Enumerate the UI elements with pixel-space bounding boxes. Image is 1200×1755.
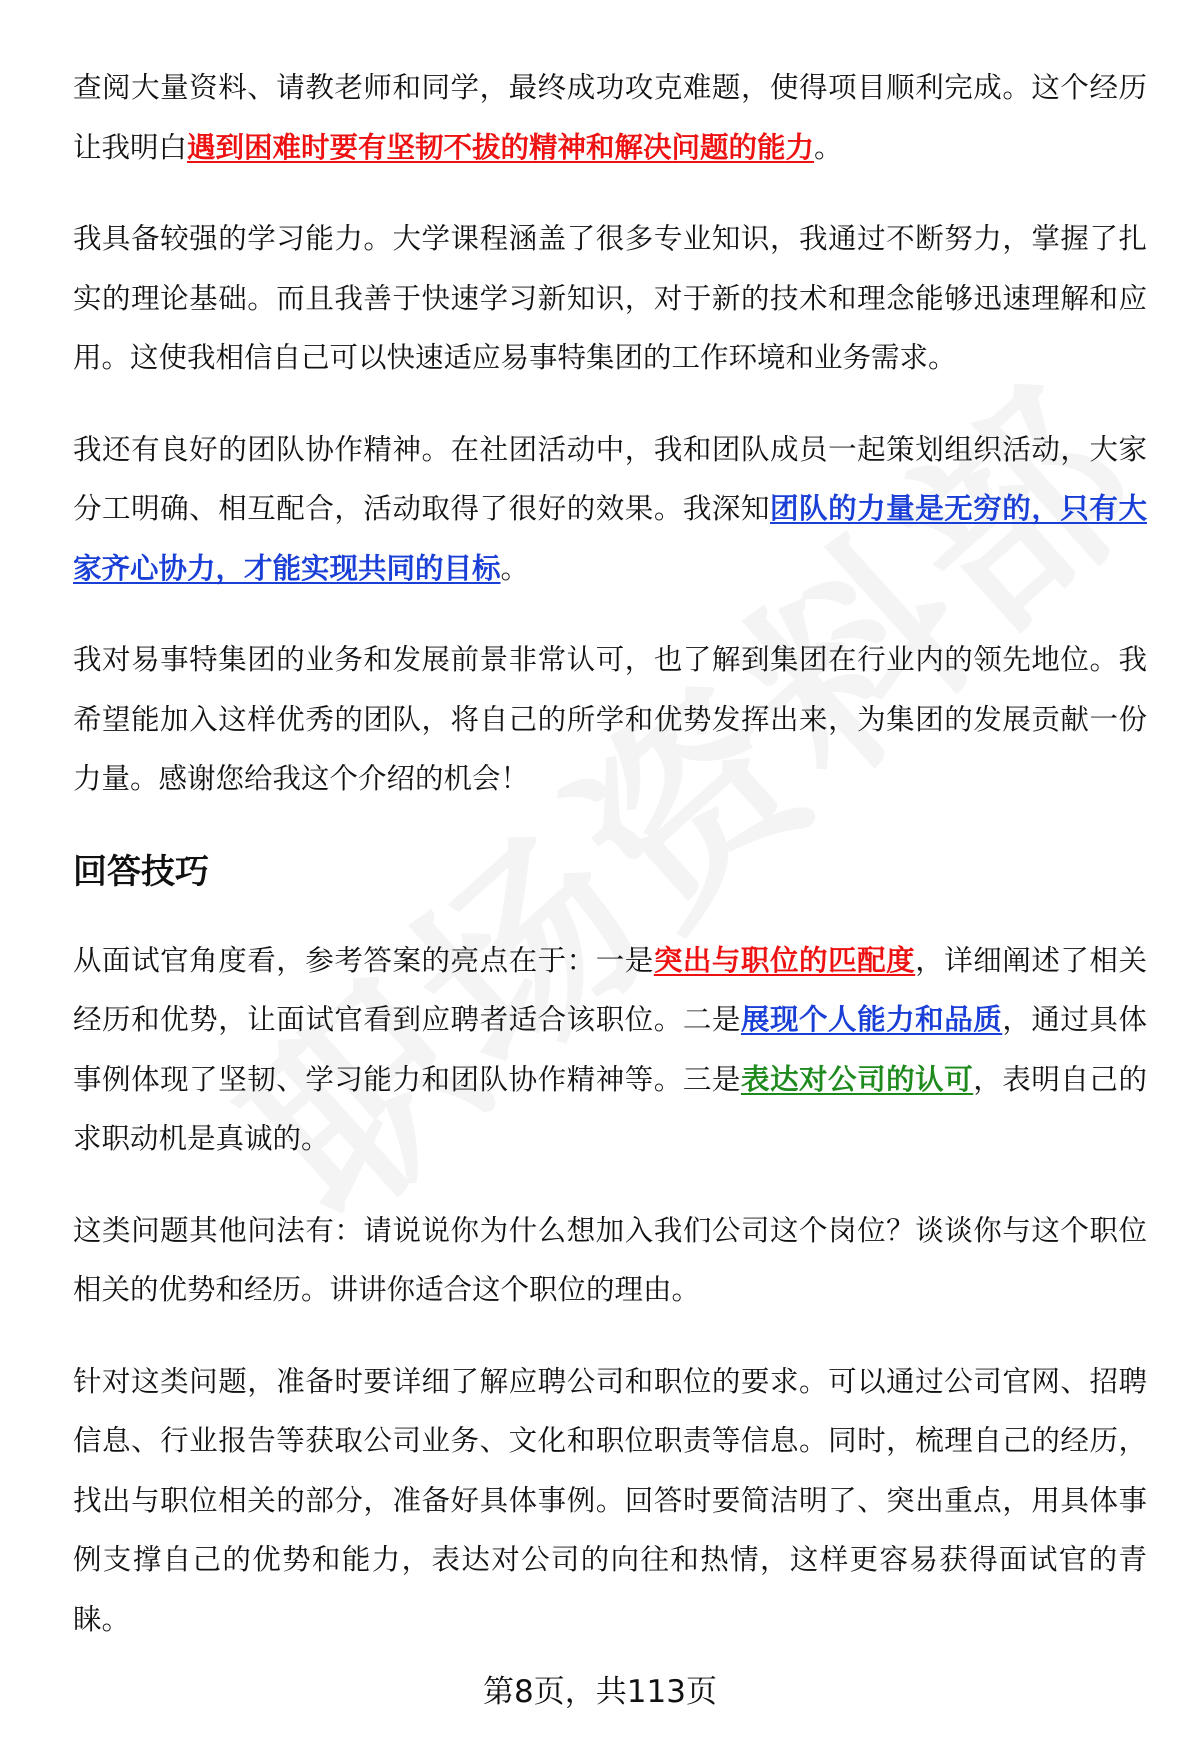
paragraph-text: ，详细阐述了相关经历和优势，让面试官看到应聘者适合该职位。二是	[73, 943, 1147, 1036]
paragraph-text: 。	[814, 130, 843, 164]
paragraph	[73, 420, 1147, 599]
document-body	[73, 58, 1147, 1681]
paragraph	[73, 209, 1147, 388]
paragraph-text: 。	[500, 551, 530, 585]
paragraph-text: 从面试官角度看，参考答案的亮点在于：一是	[73, 943, 654, 977]
paragraph-text: 针对这类问题，准备时要详细了解应聘公司和职位的要求。可以通过公司官网、招聘信息、行业报告等获取公司业务、文化和职位职责等信息。同时，梳理自己的经历，找出与职位相关的部分，准备好具体事例。回答时要简洁明了、突出重点，用具体事例支撑自己的优势和能力，表达对公司的向往和热情，这样更容易获得面试官的青睐。	[73, 1364, 1147, 1636]
page-footer: 第8页，共113页	[483, 1674, 717, 1710]
highlight-red: 突出与职位的匹配度	[653, 943, 916, 977]
highlight-blue: 团队的力量是无穷的，只有大家齐心协力，才能实现共同的目标	[73, 492, 1147, 585]
paragraph-text: 我对易事特集团的业务和发展前景非常认可，也了解到集团在行业内的领先地位。我希望能加入这样优秀的团队，将自己的所学和优势发挥出来，为集团的发展贡献一份力量。感谢您给我这个介绍的机会！	[73, 643, 1147, 795]
paragraph-text: 这类问题其他问法有：请说说你为什么想加入我们公司这个岗位？谈谈你与这个职位相关的优势和经历。讲讲你适合这个职位的理由。	[73, 1213, 1147, 1306]
paragraph	[73, 1201, 1147, 1320]
paragraphs-bottom	[73, 931, 1147, 1650]
paragraphs-top	[73, 58, 1147, 809]
paragraph-text: ，通过具体事例体现了坚韧、学习能力和团队协作精神等。三是	[73, 1003, 1147, 1096]
highlight-green: 表达对公司的认可	[740, 1062, 974, 1096]
paragraph-text: ，表明自己的求职动机是真诚的。	[73, 1062, 1147, 1155]
highlight-red: 遇到困难时要有坚韧不拔的精神和解决问题的能力	[187, 130, 815, 164]
paragraph-text: 我还有良好的团队协作精神。在社团活动中，我和团队成员一起策划组织活动，大家分工明确、相互配合，活动取得了很好的效果。我深知	[73, 432, 1147, 525]
paragraph	[73, 1352, 1147, 1650]
section-title: 回答技巧	[73, 851, 209, 892]
paragraph-text: 我具备较强的学习能力。大学课程涵盖了很多专业知识，我通过不断努力，掌握了扎实的理论基础。而且我善于快速学习新知识，对于新的技术和理念能够迅速理解和应用。这使我相信自己可以快速适应易事特集团的工作环境和业务需求。	[73, 222, 1147, 374]
paragraph	[73, 931, 1147, 1169]
paragraph	[73, 58, 1147, 177]
paragraph	[73, 630, 1147, 809]
paragraph-text: 查阅大量资料、请教老师和同学，最终成功攻克难题，使得项目顺利完成。这个经历让我明白	[73, 71, 1147, 164]
highlight-blue: 展现个人能力和品质	[740, 1003, 1003, 1036]
